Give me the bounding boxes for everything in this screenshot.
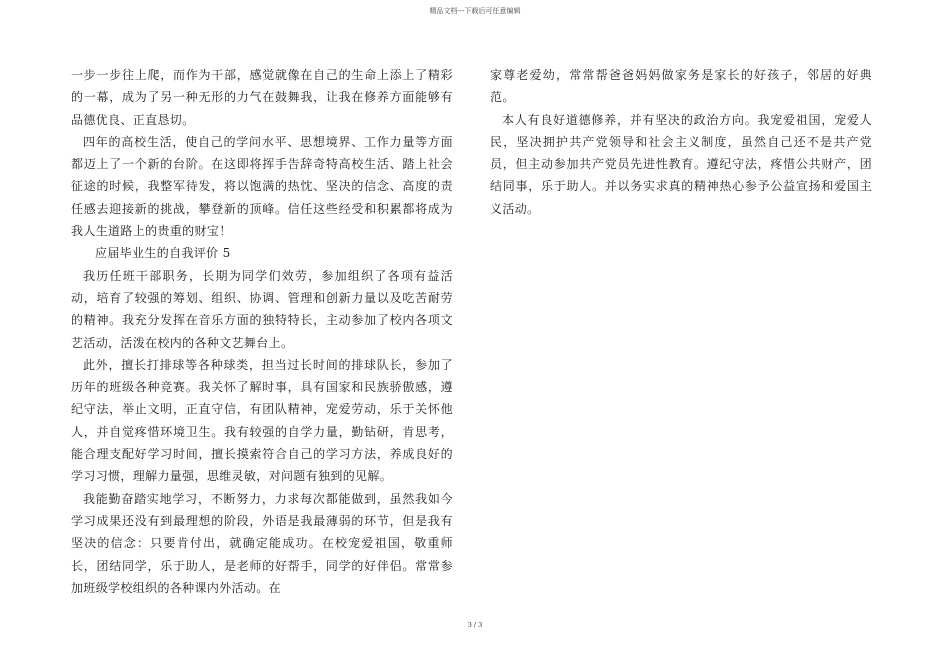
paragraph: 家尊老爱幼，常常帮爸爸妈妈做家务是家长的好孩子，邻居的好典范。 <box>490 68 872 105</box>
paragraph: 我历任班干部职务，长期为同学们效劳，参加组织了各项有益活动，培育了较强的筹划、组织、协调、管理和创新力量以及吃苦耐劳的精神。我充分发挥在音乐方面的独特特长，主动参加了校内各项文艺活动，活泼在校内的各种文艺舞台上。 <box>71 268 453 350</box>
paragraph: 一步一步往上爬，而作为干部，感觉就像在自己的生命上添上了精彩的一幕，成为了另一种无形的力气在鼓舞我，让我在修养方面能够有品德优良、正直恳切。 <box>71 68 453 127</box>
section-heading: 应届毕业生的自我评价 5 <box>95 246 231 261</box>
right-column <box>490 64 872 220</box>
left-column <box>71 64 453 599</box>
paragraph: 本人有良好道德修养，并有坚决的政治方向。我宠爱祖国，宠爱人民，坚决拥护共产党领导和社会主义制度，虽然自己还不是共产党员，但主动参加共产党员先进性教育。遵纪守法，疼惜公共财产，团结同事，乐于助人。并以务实求真的精神热心参予公益宣扬和爱国主义活动。 <box>490 112 872 216</box>
paragraph: 此外，擅长打排球等各种球类，担当过长时间的排球队长，参加了历年的班级各种竞赛。我关怀了解时事，具有国家和民族骄傲感，遵纪守法，举止文明，正直守信，有团队精神，宠爱劳动，乐于关怀他人，并自觉疼惜环境卫生。我有较强的自学力量，勤钻研，肯思考，能合理支配好学习时间，擅长摸索符合自己的学习方法，养成良好的学习习惯，理解力量强，思维灵敏，对问题有独到的见解。 <box>71 357 453 484</box>
page-header: 精品文档---下载后可任意编辑 <box>429 7 521 15</box>
paragraph: 我能勤奋踏实地学习，不断努力，力求每次都能做到，虽然我如今学习成果还没有到最理想的阶段，外语是我最薄弱的环节，但是我有坚决的信念：只要肯付出，就确定能成功。在校宠爱祖国，敬重师长，团结同学，乐于助人，是老师的好帮手，同学的好伴侣。常常参加班级学校组织的各种课内外活动。在 <box>71 491 453 595</box>
page-number: 3 / 3 <box>467 621 483 629</box>
paragraph: 四年的高校生活，使自己的学问水平、思想境界、工作力量等方面都迈上了一个新的台阶。在这即将挥手告辞奇特高校生活、踏上社会征途的时候，我整军待发，将以饱满的热忱、坚决的信念、高度的责任感去迎接新的挑战，攀登新的顶峰。信任这些经受和积累都将成为我人生道路上的贵重的财宝！ <box>71 134 453 239</box>
